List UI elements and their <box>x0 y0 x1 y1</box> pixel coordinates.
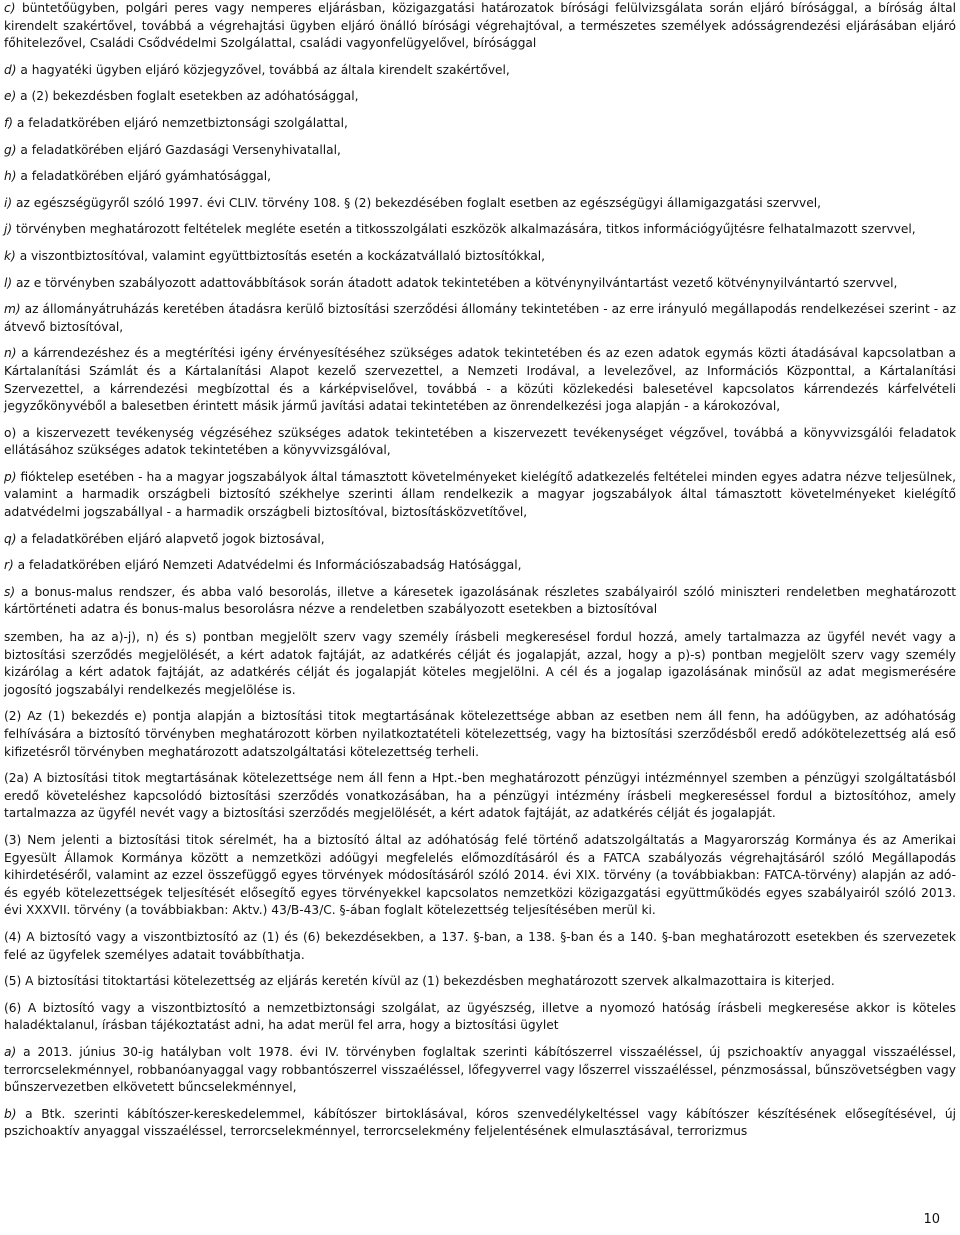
paragraph-6 <box>4 1000 956 1035</box>
paragraph-text: (6) A biztosító vagy a viszontbiztosító a nemzetbiztonsági szolgálat, az ügyészség, illetve a nyomozó hatóság írásbeli megkeresése akkor is köteles haladéktalanul, írásban tájékoztatást adni, ha adat merül fel arra, hogy a biztosítási ügylet <box>4 1000 956 1033</box>
paragraph-3 <box>4 832 956 920</box>
item-label: k) <box>4 248 16 263</box>
list-item-n <box>4 345 956 415</box>
item-text: a feladatkörében eljáró Nemzeti Adatvédelmi és Információszabadság Hatósággal, <box>17 558 522 573</box>
item-label: o) <box>4 425 17 440</box>
item-label: j) <box>4 222 13 237</box>
item-label: e) <box>4 89 17 104</box>
list-item-d <box>4 62 956 80</box>
list-item-e <box>4 88 956 106</box>
item-label: l) <box>4 275 13 290</box>
item-label: f) <box>4 115 14 130</box>
list-item-o <box>4 425 956 460</box>
item-text: a feladatkörében eljáró nemzetbiztonsági szolgálattal, <box>16 115 348 130</box>
list-item-k <box>4 248 956 266</box>
list-item-i <box>4 195 956 213</box>
item-text: törvényben meghatározott feltételek megléte esetén a titkosszolgálati eszközök alkalmazására, titkos információgyűjtésre felhatalmazott szervvel, <box>16 222 916 237</box>
item-text: a Btk. szerinti kábítószer-kereskedelemmel, kábítószer birtoklásával, kóros szenvedélykeltéssel vagy kábítószer készítésének elősegítésével, új pszichoaktív anyaggal visszaéléssel, terrorcselekménnyel, terrorcselekmény feljelentésének elmulasztásával, terrorizmus <box>4 1106 957 1139</box>
item-label: h) <box>4 169 17 184</box>
item-text: büntetőügyben, polgári peres vagy nemperes eljárásban, közigazgatási határozatok bírósági felülvizsgálata során eljáró bírósággal, a bíróság által kirendelt szakértővel, továbbá a végrehajtási ügyben eljáró önálló bírósági végrehajtóval, a természetes személyek adósságrendezési eljárásában eljáró főhitelezővel, Családi Csődvédelmi Szolgálattal, családi vagyonfelügyelővel, bírósággal <box>4 1 956 51</box>
item-label: g) <box>4 142 17 157</box>
item-label: b) <box>4 1106 17 1121</box>
item-label: n) <box>4 346 17 361</box>
page-number: 10 <box>923 1212 940 1227</box>
list-item-6a <box>4 1044 956 1097</box>
paragraph-2a <box>4 770 956 823</box>
item-text: az e törvényben szabályozott adattovábbítások során átadott adatok tekintetében a kötvénynyilvántartást vezető kötvénynyilvántartó szervvel, <box>16 275 898 290</box>
item-text: a hagyatéki ügyben eljáró közjegyzővel, továbbá az általa kirendelt szakértővel, <box>20 62 510 77</box>
list-item-p <box>4 469 956 522</box>
list-item-6b <box>4 1106 956 1141</box>
item-text: a feladatkörében eljáró gyámhatósággal, <box>20 169 272 184</box>
item-label: c) <box>4 1 16 15</box>
item-label: r) <box>4 558 14 573</box>
item-label: q) <box>4 531 17 546</box>
paragraph-text: (2) Az (1) bekezdés e) pontja alapján a biztosítási titok megtartásának kötelezettsége abban az esetben nem áll fenn, ha adóügyben, az adóhatóság felhívására a biztosító törvényben meghatározott körben nyilatkoztatételi kötelezettség, vagy ha biztosítási szerződésből eredő adókötelezettség alá eső kifizetésről törvényben meghatározott adatszolgáltatási kötelezettség terheli. <box>4 709 956 759</box>
item-text: a kiszervezett tevékenység végzéséhez szükséges adatok tekintetében a kiszervezett tevékenységet végzővel, továbbá a könyvvizsgálói feladatok ellátásához szükséges adatok tekintetében a könyvvizsgálóval, <box>4 425 957 458</box>
list-item-q <box>4 531 956 549</box>
item-text: fióktelep esetében - ha a magyar jogszabályok által támasztott követelményeket kielégítő adatkezelés feltételei minden egyes adatra nézve teljesülnek, valamint a harmadik országbeli biztosító székhelye szerinti állam rendelkezik a magyar jogszabályok által támasztott követelményeket kielégítő adatvédelmi jogszabállyal - a harmadik országbeli biztosítóval, biztosításközvetítővel, <box>4 469 956 520</box>
item-text: az állományátruházás keretében átadásra kerülő biztosítási szerződési állomány tekintetében - az erre irányuló megállapodás rendelkezései szerint - az átvevő biztosítóval, <box>4 302 957 334</box>
paragraph-text: (4) A biztosító vagy a viszontbiztosító az (1) és (6) bekezdésekben, a 137. §-ban, a 138. §-ban és a 140. §-ban meghatározott esetekben és szervezetek felé az ügyfelek személyes adatait továbbíthatja. <box>4 929 956 962</box>
item-label: i) <box>4 195 13 210</box>
paragraph-text: (3) Nem jelenti a biztosítási titok sérelmét, ha a biztosító által az adóhatóság felé történő adatszolgáltatás a Magyarország Kormánya és az Amerikai Egyesült Államok Kormánya között a nemzetközi adóügyi megfelelés előmozdításáról és a FATCA szabályozás végrehajtásáról szóló Megállapodás kihirdetéséről, valamint az ezzel összefüggő egyes törvények módosításáról szóló 2014. évi XIX. törvény (a továbbiakban: FATCA-törvény) alapján az adó- és egyéb kötelezettségek teljesítését elősegítő egyes törvényekkel kapcsolatos nemzetközi közigazgatási együttműködés egyes szabályairól szóló 2013. évi XXXVII. törvény (a továbbiakban: Aktv.) 43/B-43/C. §-ában foglalt kötelezettség teljesítésében merül ki. <box>4 832 956 918</box>
item-label: m) <box>4 302 21 317</box>
item-label: d) <box>4 62 17 77</box>
item-label: p) <box>4 469 17 484</box>
list-item-g <box>4 142 956 160</box>
item-text: a (2) bekezdésben foglalt esetekben az adóhatósággal, <box>20 89 359 104</box>
paragraph-text: szemben, ha az a)-j), n) és s) pontban megjelölt szerv vagy személy írásbeli megkeresésel fordul hozzá, amely tartalmazza az ügyfél nevét vagy a biztosítási szerződés megjelölését, a kért adatok fajtáját, az adatkérés célját és jogalapját, azzal, hogy a p)-s) pontban megjelölt szerv vagy személy kizárólag a kért adatok fajtáját, az adatkérés célját és jogalapját köteles megjelölni. A cél és a jogalap igazolásának minősül az adat megismerésére jogosító jogszabályi rendelkezés megjelölése is. <box>4 630 956 697</box>
item-text: a feladatkörében eljáró Gazdasági Versenyhivatallal, <box>20 142 341 157</box>
list-item-h <box>4 168 956 186</box>
list-item-m <box>4 301 956 336</box>
list-item-s <box>4 584 956 619</box>
item-label: s) <box>4 584 16 599</box>
paragraph-closing <box>4 629 956 699</box>
paragraph-4 <box>4 929 956 964</box>
item-label: a) <box>4 1044 17 1059</box>
paragraph-text: (2a) A biztosítási titok megtartásának kötelezettsége nem áll fenn a Hpt.-ben meghatározott pénzügyi intézménnyel szemben a pénzügyi szolgáltatásból eredő követeléshez kapcsolódó biztosítási szerződés vonatkozásában, ha a pénzügyi intézmény írásbeli megkereséssel fordul a biztosítóhoz, amely tartalmazza az ügyfél nevét vagy a biztosítási szerződés megjelölését, a kért adatok fajtáját, az adatkérés célját és jogalapját. <box>4 771 956 821</box>
list-item-f <box>4 115 956 133</box>
list-item-c <box>4 0 956 53</box>
item-text: a 2013. június 30-ig hatályban volt 1978. évi IV. törvényben foglaltak szerinti kábítószerrel visszaéléssel, új pszichoaktív anyaggal visszaéléssel, terrorcselekménnyel, robbanóanyaggal vagy robbantószerrel visszaéléssel, lőfegyverrel vagy lőszerrel visszaéléssel, pénzmosással, bűnszövetségben vagy bűnszervezetben elkövetett bűncselekménnyel, <box>4 1044 956 1095</box>
list-item-l <box>4 275 956 293</box>
item-text: a viszontbiztosítóval, valamint együttbiztosítás esetén a kockázatvállaló biztosítókkal, <box>19 248 546 263</box>
paragraph-text: (5) A biztosítási titoktartási kötelezettség az eljárás keretén kívül az (1) bekezdésben meghatározott szervek alkalmazottaira is kiterjed. <box>4 974 835 989</box>
item-text: a feladatkörében eljáró alapvető jogok biztosával, <box>20 531 325 546</box>
list-item-r <box>4 557 956 575</box>
paragraph-2 <box>4 708 956 761</box>
list-item-j <box>4 221 956 239</box>
paragraph-5 <box>4 973 956 991</box>
item-text: a bonus-malus rendszer, és abba való besorolás, illetve a káresetek igazolásának részletes szabályairól szóló miniszteri rendeletben meghatározott kártörténeti adatra és bonus-malus besorolásra nézve a rendeletben szabályozott esetekben a biztosítóval <box>4 584 957 617</box>
item-text: az egészségügyről szóló 1997. évi CLIV. törvény 108. § (2) bekezdésében foglalt esetben az egészségügyi államigazgatási szervvel, <box>16 195 821 210</box>
document-page <box>4 0 956 1141</box>
item-text: a kárrendezéshez és a megtérítési igény érvényesítéséhez szükséges adatok tekintetében és az ezen adatok egymás közti átadásával kapcsolatban a Kártalanítási Számlát és a Kártalanítási Alapot kezelő szervezettel, a Nemzeti Irodával, a levelezővel, az Információs Központtal, a Kártalanítási Szervezettel, a kárrendezési megbízottal és a kárképviselővel, továbbá - a közúti közlekedési balesetével kapcsolatos kárrendezés kárfelvételi jegyzőkönyvéből a balesetben érintett másik jármű javítási adatai tekintetében az önrendelkezési joga alapján - a károkozóval, <box>4 346 956 414</box>
